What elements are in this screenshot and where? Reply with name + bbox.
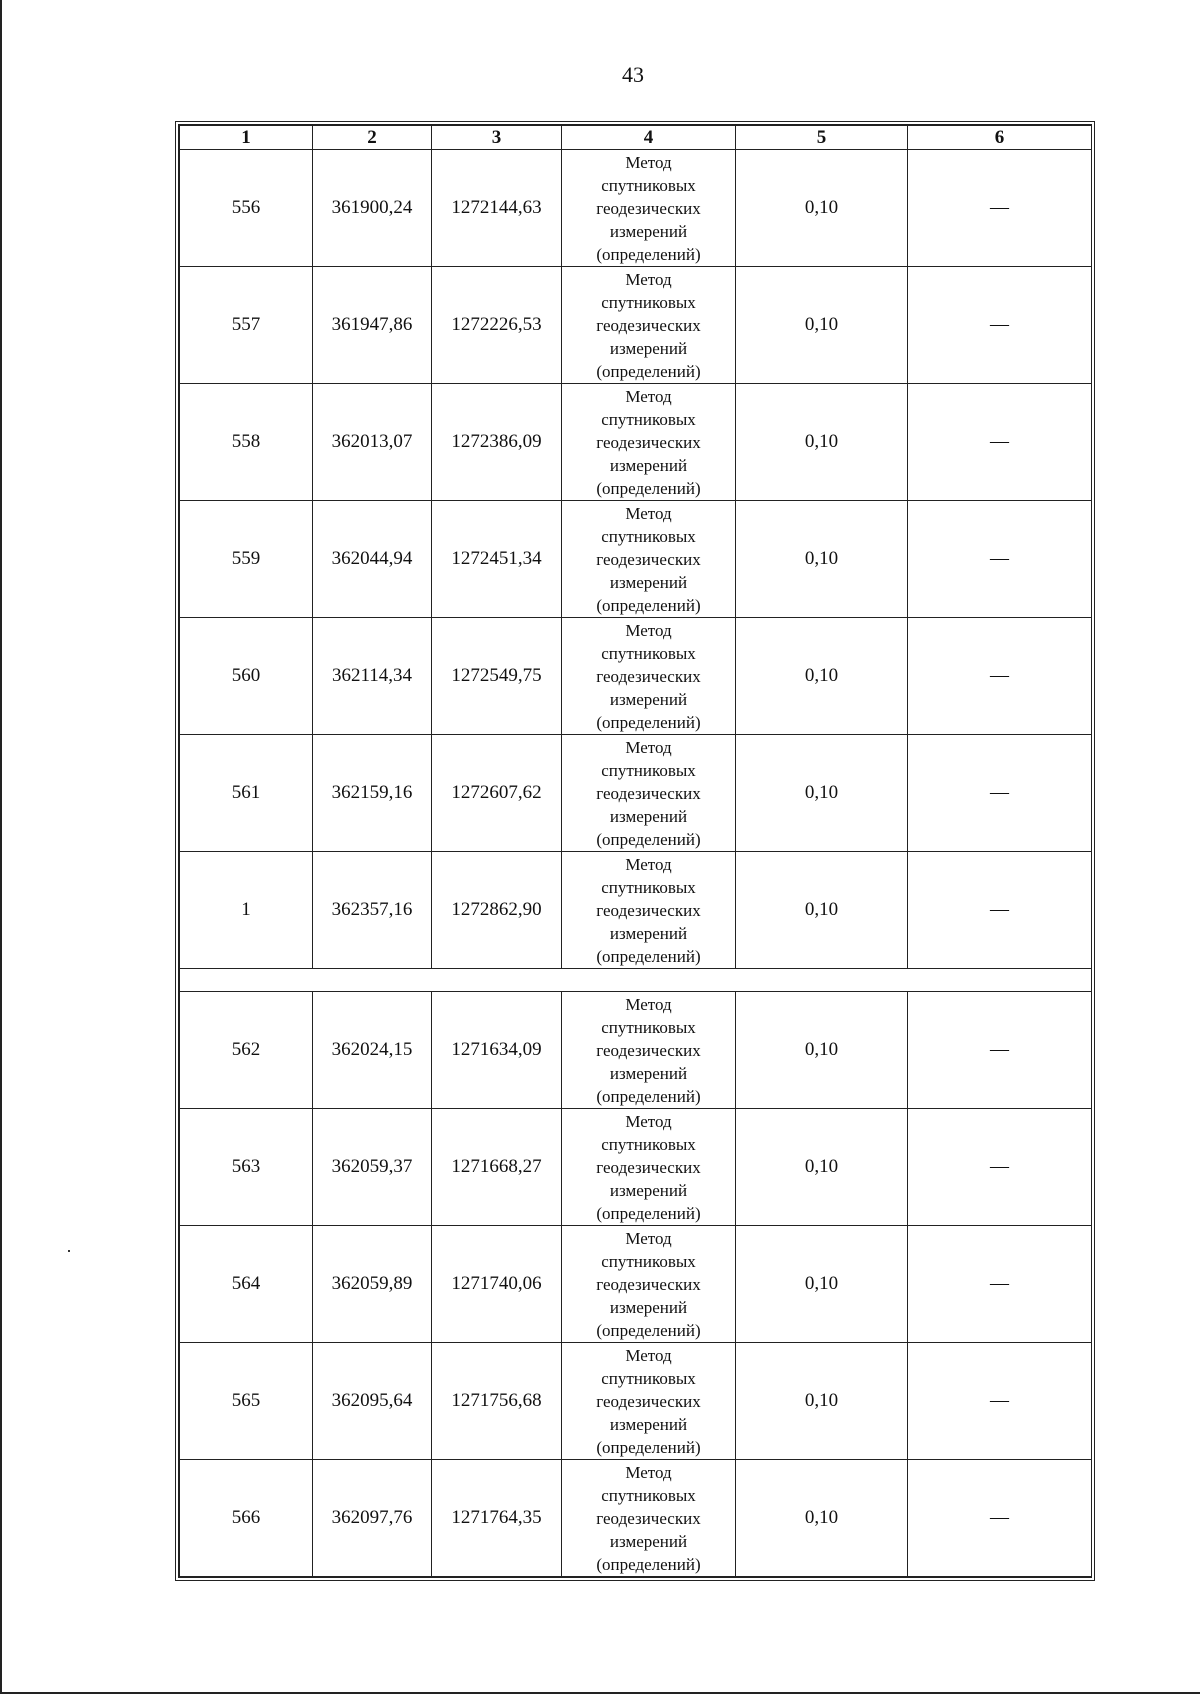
method-line: измерений bbox=[609, 1063, 688, 1083]
coord-y: 1272549,75 bbox=[432, 618, 562, 735]
point-number: 560 bbox=[180, 618, 313, 735]
method-line: геодезических bbox=[596, 1157, 701, 1177]
group-separator-row bbox=[180, 969, 1092, 992]
method-line: (определений) bbox=[596, 1320, 701, 1340]
method-cell bbox=[562, 1226, 736, 1343]
method-line: геодезических bbox=[596, 666, 701, 686]
header-col-1: 1 bbox=[180, 126, 313, 150]
method-line: спутниковых bbox=[601, 526, 696, 546]
method-line: (определений) bbox=[596, 244, 701, 264]
coord-y: 1272226,53 bbox=[432, 267, 562, 384]
method-line: геодезических bbox=[596, 783, 701, 803]
point-number: 556 bbox=[180, 150, 313, 267]
method-line: спутниковых bbox=[601, 643, 696, 663]
note: — bbox=[908, 1460, 1092, 1577]
method-cell bbox=[562, 501, 736, 618]
method-line: геодезических bbox=[596, 1040, 701, 1060]
method-line: спутниковых bbox=[601, 409, 696, 429]
method-line: (определений) bbox=[596, 361, 701, 381]
method-cell bbox=[562, 384, 736, 501]
table-row bbox=[180, 618, 1092, 735]
coord-x: 362013,07 bbox=[313, 384, 432, 501]
note: — bbox=[908, 1343, 1092, 1460]
coord-x: 362044,94 bbox=[313, 501, 432, 618]
scan-speck bbox=[68, 1250, 70, 1252]
note: — bbox=[908, 1226, 1092, 1343]
method-line: измерений bbox=[609, 1414, 688, 1434]
method-line: (определений) bbox=[596, 1554, 701, 1574]
point-number: 561 bbox=[180, 735, 313, 852]
method-line: спутниковых bbox=[601, 1134, 696, 1154]
accuracy: 0,10 bbox=[736, 1343, 908, 1460]
separator-cell bbox=[180, 969, 1092, 992]
table-row bbox=[180, 267, 1092, 384]
coord-y: 1272451,34 bbox=[432, 501, 562, 618]
accuracy: 0,10 bbox=[736, 618, 908, 735]
coord-y: 1272386,09 bbox=[432, 384, 562, 501]
coord-y: 1272862,90 bbox=[432, 852, 562, 969]
accuracy: 0,10 bbox=[736, 267, 908, 384]
note: — bbox=[908, 267, 1092, 384]
method-line: спутниковых bbox=[601, 1251, 696, 1271]
coord-y: 1271668,27 bbox=[432, 1109, 562, 1226]
table-row bbox=[180, 1109, 1092, 1226]
method-line: (определений) bbox=[596, 1437, 701, 1457]
method-line: Метод bbox=[625, 1111, 672, 1131]
point-number: 565 bbox=[180, 1343, 313, 1460]
method-line: спутниковых bbox=[601, 877, 696, 897]
coord-x: 362095,64 bbox=[313, 1343, 432, 1460]
coord-x: 361900,24 bbox=[313, 150, 432, 267]
accuracy: 0,10 bbox=[736, 1460, 908, 1577]
method-line: Метод bbox=[625, 386, 672, 406]
method-line: спутниковых bbox=[601, 1368, 696, 1388]
coord-y: 1272144,63 bbox=[432, 150, 562, 267]
accuracy: 0,10 bbox=[736, 384, 908, 501]
note: — bbox=[908, 618, 1092, 735]
accuracy: 0,10 bbox=[736, 1109, 908, 1226]
method-line: спутниковых bbox=[601, 1017, 696, 1037]
accuracy: 0,10 bbox=[736, 735, 908, 852]
header-col-6: 6 bbox=[908, 126, 1092, 150]
method-line: спутниковых bbox=[601, 175, 696, 195]
point-number: 1 bbox=[180, 852, 313, 969]
header-col-4: 4 bbox=[562, 126, 736, 150]
method-line: (определений) bbox=[596, 712, 701, 732]
method-line: Метод bbox=[625, 620, 672, 640]
method-line: геодезических bbox=[596, 1274, 701, 1294]
method-line: измерений bbox=[609, 1531, 688, 1551]
table-row bbox=[180, 1343, 1092, 1460]
method-line: геодезических bbox=[596, 1508, 701, 1528]
point-number: 566 bbox=[180, 1460, 313, 1577]
coord-x: 362357,16 bbox=[313, 852, 432, 969]
method-line: Метод bbox=[625, 854, 672, 874]
note: — bbox=[908, 501, 1092, 618]
coord-y: 1271634,09 bbox=[432, 992, 562, 1109]
method-line: Метод bbox=[625, 1228, 672, 1248]
method-cell bbox=[562, 618, 736, 735]
method-line: спутниковых bbox=[601, 292, 696, 312]
coord-x: 362097,76 bbox=[313, 1460, 432, 1577]
coordinates-table-frame bbox=[175, 121, 1095, 1581]
method-line: (определений) bbox=[596, 1086, 701, 1106]
method-line: измерений bbox=[609, 455, 688, 475]
point-number: 558 bbox=[180, 384, 313, 501]
note: — bbox=[908, 992, 1092, 1109]
accuracy: 0,10 bbox=[736, 992, 908, 1109]
accuracy: 0,10 bbox=[736, 501, 908, 618]
method-line: геодезических bbox=[596, 315, 701, 335]
note: — bbox=[908, 735, 1092, 852]
coord-x: 361947,86 bbox=[313, 267, 432, 384]
method-line: измерений bbox=[609, 923, 688, 943]
method-cell bbox=[562, 992, 736, 1109]
note: — bbox=[908, 1109, 1092, 1226]
point-number: 559 bbox=[180, 501, 313, 618]
table-row bbox=[180, 384, 1092, 501]
coord-x: 362114,34 bbox=[313, 618, 432, 735]
method-cell bbox=[562, 1343, 736, 1460]
point-number: 564 bbox=[180, 1226, 313, 1343]
accuracy: 0,10 bbox=[736, 852, 908, 969]
method-line: измерений bbox=[609, 1297, 688, 1317]
method-line: геодезических bbox=[596, 198, 701, 218]
accuracy: 0,10 bbox=[736, 1226, 908, 1343]
table-row bbox=[180, 992, 1092, 1109]
table-row bbox=[180, 150, 1092, 267]
page-number: 43 bbox=[622, 62, 644, 87]
coord-y: 1272607,62 bbox=[432, 735, 562, 852]
method-line: измерений bbox=[609, 572, 688, 592]
method-line: геодезических bbox=[596, 432, 701, 452]
coord-x: 362059,89 bbox=[313, 1226, 432, 1343]
method-line: (определений) bbox=[596, 946, 701, 966]
note: — bbox=[908, 852, 1092, 969]
method-line: Метод bbox=[625, 994, 672, 1014]
method-line: Метод bbox=[625, 1462, 672, 1482]
note: — bbox=[908, 150, 1092, 267]
coord-x: 362059,37 bbox=[313, 1109, 432, 1226]
method-line: спутниковых bbox=[601, 1485, 696, 1505]
method-line: Метод bbox=[625, 269, 672, 289]
table-row bbox=[180, 501, 1092, 618]
method-cell bbox=[562, 1460, 736, 1577]
method-line: Метод bbox=[625, 737, 672, 757]
method-cell bbox=[562, 852, 736, 969]
method-line: спутниковых bbox=[601, 760, 696, 780]
method-line: измерений bbox=[609, 1180, 688, 1200]
method-line: Метод bbox=[625, 1345, 672, 1365]
method-cell bbox=[562, 150, 736, 267]
table-row bbox=[180, 735, 1092, 852]
method-line: Метод bbox=[625, 503, 672, 523]
header-col-5: 5 bbox=[736, 126, 908, 150]
method-line: (определений) bbox=[596, 1203, 701, 1223]
coord-x: 362024,15 bbox=[313, 992, 432, 1109]
method-line: Метод bbox=[625, 152, 672, 172]
method-line: (определений) bbox=[596, 829, 701, 849]
method-line: (определений) bbox=[596, 478, 701, 498]
method-line: измерений bbox=[609, 806, 688, 826]
coord-y: 1271740,06 bbox=[432, 1226, 562, 1343]
coordinates-table bbox=[179, 125, 1092, 1577]
method-cell bbox=[562, 267, 736, 384]
method-line: геодезических bbox=[596, 900, 701, 920]
method-cell bbox=[562, 1109, 736, 1226]
method-line: измерений bbox=[609, 221, 688, 241]
method-line: измерений bbox=[609, 338, 688, 358]
point-number: 557 bbox=[180, 267, 313, 384]
coord-y: 1271756,68 bbox=[432, 1343, 562, 1460]
table-row bbox=[180, 852, 1092, 969]
header-col-2: 2 bbox=[313, 126, 432, 150]
method-line: геодезических bbox=[596, 1391, 701, 1411]
accuracy: 0,10 bbox=[736, 150, 908, 267]
note: — bbox=[908, 384, 1092, 501]
table-row bbox=[180, 1226, 1092, 1343]
method-line: (определений) bbox=[596, 595, 701, 615]
point-number: 562 bbox=[180, 992, 313, 1109]
coord-x: 362159,16 bbox=[313, 735, 432, 852]
method-line: геодезических bbox=[596, 549, 701, 569]
coord-y: 1271764,35 bbox=[432, 1460, 562, 1577]
table-body bbox=[180, 150, 1092, 1577]
method-line: измерений bbox=[609, 689, 688, 709]
table-row bbox=[180, 1460, 1092, 1577]
point-number: 563 bbox=[180, 1109, 313, 1226]
method-cell bbox=[562, 735, 736, 852]
header-col-3: 3 bbox=[432, 126, 562, 150]
header-row bbox=[180, 126, 1092, 150]
